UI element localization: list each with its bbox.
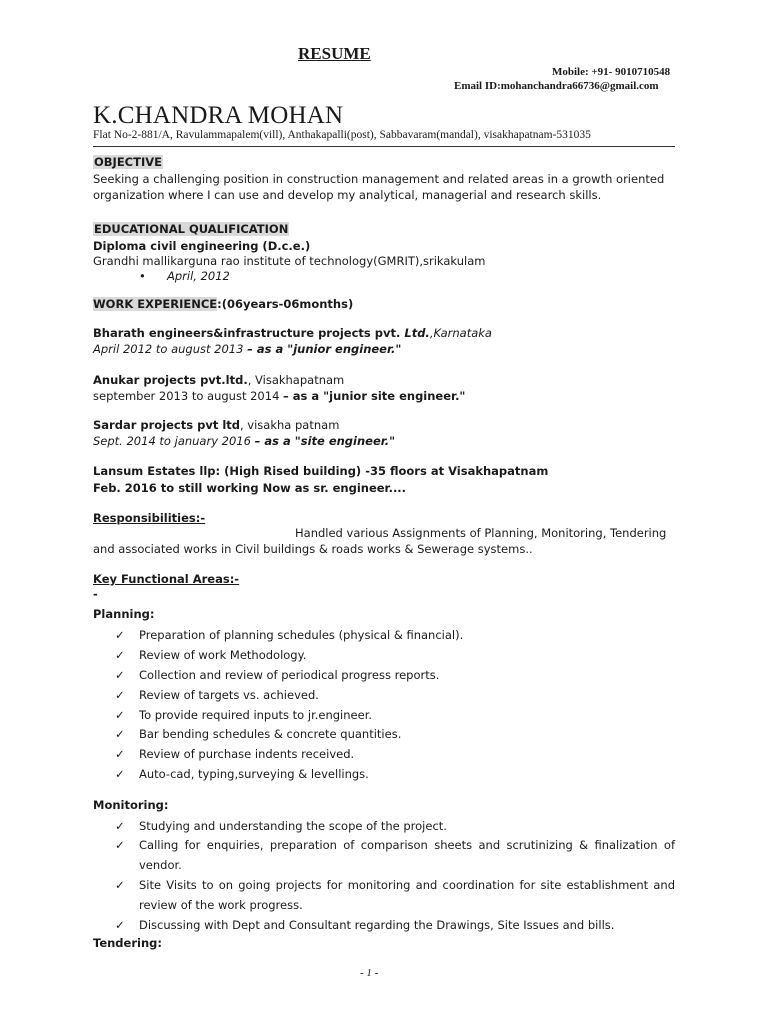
experience-section: [93, 297, 353, 311]
job-2-period-line: [93, 389, 465, 403]
job-2-role: – as a "junior site engineer.": [283, 389, 466, 403]
job-1-company-line: [93, 326, 492, 340]
page-number: - 1 -: [360, 967, 379, 979]
tendering-heading: Tendering:: [93, 936, 162, 950]
education-heading: EDUCATIONAL QUALIFICATION: [94, 222, 289, 236]
education-degree: Diploma civil engineering (D.c.e.): [93, 239, 311, 253]
experience-heading: WORK EXPERIENCE: [93, 297, 218, 311]
email-address: Email ID:mohanchandra66736@gmail.com: [454, 80, 659, 92]
job-3-period: Sept. 2014 to january 2016: [93, 434, 255, 448]
resume-page: RESUME Mobile: +91- 9010710548 Email ID:mohanchandra66736@gmail.com K.CHANDRA MOHAN Flat No-2-881/A, Ravulammapalem(vill), Anthakapalli(post), Sabbavaram(mandal), visakhapatnam-531035 OBJECTIVE Seeking a challenging position in construction management and related areas in a growth oriented organization where I can use and develop my analytical, managerial and research skills. EDUCATIONAL QUALIFICATION Diploma civil engineering (D.c.e.) Grandhi mallikarguna rao institute of technology(GMRIT),srikakulam • April, 2012 WORK EXPERIENCE:(06years-06months) Bharath engineers&infrastructure projects pvt. Ltd.,Karnataka April 2012 to august 2013 – as a "junior engineer." Anukar projects pvt.ltd., Visakhapatnam september 2013 to august 2014 – as a "junior site engineer." Sardar projects pvt ltd, visakha patnam Sept. 2014 to january 2016 – as a "site engineer." Lansum Estates llp: (High Rised building) -35 floors at Visakhapatnam Feb. 2016 to still working Now as sr. engineer.... Responsibilities:- Handled various Assignments of Planning, Monitoring, Tendering and associated works in Civil buildings & roads works & Sewerage systems.. Key Functional Areas:- - Planning: ✓ Preparation of planning schedules (physical & financial). ✓ Review of work Methodology. ✓ Collection and review of periodical progress reports. ✓ Review of targets vs. achieved. ✓ To provide required inputs to jr.engineer. ✓ Bar bending schedules & concrete quantities. ✓ Review of purchase indents received. ✓ Auto-cad, typing,surveying & levellings. Monitoring: ✓ Studying and understanding the scope of the project. ✓ Calling for enquiries, preparation of comparison sheets and scrutinizing & finalization of vendor. ✓ Site Visits to on going projects for monitoring and coordination for site establishment and review of the work progress. ✓ Discussing with Dept and Consultant regarding the Drawings, Site Issues and bills. Tendering: - 1 -: [93, 44, 675, 979]
resume-title: RESUME: [298, 44, 371, 63]
education-institute: Grandhi mallikarguna rao institute of technology(GMRIT),srikakulam: [93, 254, 486, 268]
job-3-company: Sardar projects pvt ltd: [93, 418, 240, 432]
monitoring-item: Calling for enquiries, preparation of comparison sheets and scrutinizing & finalization of vendor.: [139, 838, 675, 872]
check-icon: ✓: [115, 767, 125, 781]
education-bullet: •: [139, 269, 146, 283]
job-4-company: Lansum Estates llp: (High Rised building) -35 floors at Visakhapatnam: [93, 464, 549, 478]
address: Flat No-2-881/A, Ravulammapalem(vill), Anthakapalli(post), Sabbavaram(mandal), visakhapatnam-531035: [93, 129, 591, 141]
key-areas-dash: -: [93, 587, 98, 601]
key-areas-heading: Key Functional Areas:-: [93, 572, 240, 586]
check-icon: ✓: [115, 648, 125, 662]
job-2-company-line: [93, 373, 344, 387]
experience-duration: :(06years-06months): [217, 297, 354, 311]
job-3-company-line: [93, 418, 339, 432]
job-2-location: , Visakhapatnam: [247, 373, 345, 387]
job-1-location: ,Karnataka: [429, 326, 492, 340]
planning-heading: Planning:: [93, 607, 155, 621]
job-1-period-line: [93, 342, 401, 356]
mobile-number: Mobile: +91- 9010710548: [552, 66, 671, 78]
responsibilities-heading: Responsibilities:-: [93, 511, 206, 525]
check-icon: ✓: [115, 668, 125, 682]
monitoring-item: Site Visits to on going projects for monitoring and coordination for site establishment and review of the work progress.: [139, 878, 675, 912]
job-2-period: september 2013 to august 2014: [93, 389, 284, 403]
job-1-company-suffix: Ltd.: [404, 326, 430, 340]
objective-line-2: organization where I can use and develop my analytical, managerial and research skills.: [93, 188, 602, 202]
education-year: April, 2012: [167, 269, 230, 283]
header-divider: [93, 146, 675, 147]
check-icon: ✓: [115, 918, 125, 932]
job-1-role: – as a "junior engineer.": [247, 342, 402, 356]
objective-heading: OBJECTIVE: [94, 155, 162, 169]
objective-section: [93, 151, 163, 170]
job-1-company: Bharath engineers&infrastructure projects pvt.: [93, 326, 405, 340]
check-icon: ✓: [115, 747, 125, 761]
check-icon: ✓: [115, 688, 125, 702]
responsibilities-line-2: and associated works in Civil buildings & roads works & Sewerage systems..: [93, 542, 533, 556]
candidate-name: K.CHANDRA MOHAN: [93, 102, 344, 129]
check-icon: ✓: [115, 708, 125, 722]
check-icon: ✓: [115, 838, 125, 852]
check-icon: ✓: [115, 819, 125, 833]
education-section: [93, 218, 289, 237]
responsibilities-line-1: Handled various Assignments of Planning, Monitoring, Tendering: [295, 526, 667, 540]
job-3-location: , visakha patnam: [240, 418, 340, 432]
job-3-period-line: [93, 434, 395, 448]
objective-line-1: Seeking a challenging position in construction management and related areas in a growth oriented: [93, 172, 665, 186]
check-icon: ✓: [115, 878, 125, 892]
check-icon: ✓: [115, 628, 125, 642]
monitoring-heading: Monitoring:: [93, 798, 169, 812]
job-1-period: April 2012 to august 2013: [93, 342, 248, 356]
check-icon: ✓: [115, 727, 125, 741]
job-2-company: Anukar projects pvt.ltd.: [93, 373, 248, 387]
job-3-role: – as a "site engineer.": [254, 434, 396, 448]
job-4-period: Feb. 2016 to still working Now as sr. engineer....: [93, 481, 407, 495]
